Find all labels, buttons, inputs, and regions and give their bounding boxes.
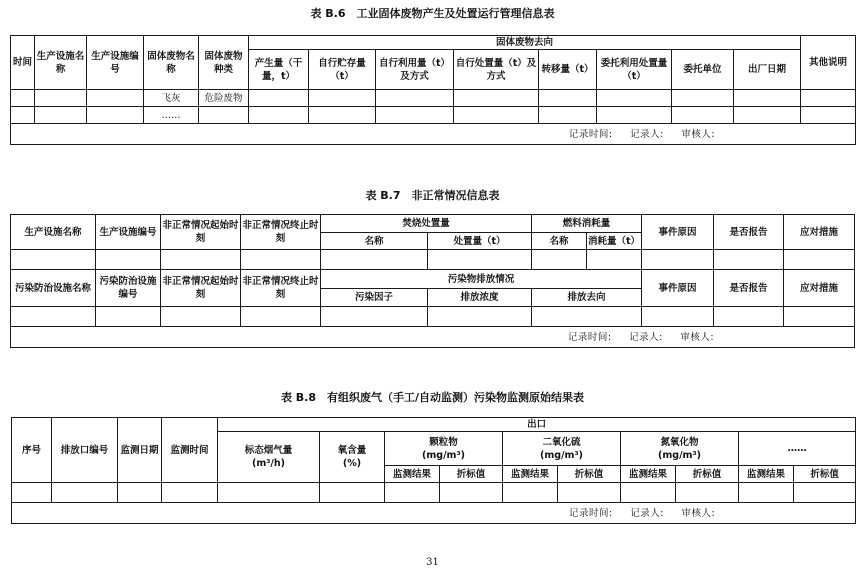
b7-header-start: 非正常情况起始时刻	[161, 215, 241, 250]
b6-header-waste-name: 固体废物名称	[144, 36, 199, 90]
b8-header-more-converted: 折标值	[794, 466, 856, 483]
b7-header-concentration: 排放浓度	[428, 289, 532, 307]
b7-header-factor: 污染因子	[321, 289, 428, 307]
b6-header-transfer: 转移量（t）	[539, 50, 597, 90]
b7-header-facility-code: 生产设施编号	[96, 215, 161, 250]
b8-header-nox-result: 监测结果	[621, 466, 676, 483]
b7-footer-recorder: 记录人:	[629, 331, 663, 343]
b8-header-pm	[385, 432, 503, 466]
b8-header-nox-label: 氮氧化物	[660, 436, 699, 448]
b6-header-time: 时间	[11, 36, 35, 90]
b7-header-end: 非正常情况终止时刻	[241, 215, 321, 250]
b8-header-date: 监测日期	[118, 418, 162, 483]
b7-header-incineration: 焚烧处置量	[321, 215, 532, 233]
b8-header-flow	[218, 432, 320, 483]
b6-footer-recorder: 记录人:	[630, 128, 664, 140]
b7-header-pc-end: 非正常情况终止时刻	[241, 270, 321, 307]
b7-header-facility-name: 生产设施名称	[11, 215, 96, 250]
b8-header-outlet: 出口	[218, 418, 856, 432]
table-b6-caption: 表 B.6 工业固体废物产生及处置运行管理信息表	[310, 7, 555, 20]
b7-footer-reviewer: 审核人:	[680, 331, 715, 343]
b7-header-pc-start: 非正常情况起始时刻	[161, 270, 241, 307]
b6-header-generated: 产生量（干量，t）	[249, 50, 309, 90]
b8-header-no: 序号	[12, 418, 52, 483]
table-b8	[11, 417, 856, 524]
b8-header-so2-result: 监测结果	[503, 466, 558, 483]
page-number: 31	[426, 557, 439, 568]
b6-header-out-date: 出厂日期	[734, 50, 801, 90]
b7-header-pc-code: 污染防治设施编号	[96, 270, 161, 307]
b8-header-pm-unit: (mg/m³)	[422, 449, 465, 461]
b6-cell-waste-name-more: ……	[144, 107, 199, 124]
b7-header-name: 名称	[321, 233, 428, 250]
b7-footer	[11, 327, 855, 348]
b8-header-pm-result: 监测结果	[385, 466, 440, 483]
b6-header-waste-type: 固体废物种类	[199, 36, 249, 90]
table-row	[11, 250, 855, 270]
b8-header-nox-unit: (mg/m³)	[658, 449, 701, 461]
b8-footer-time: 记录时间:	[568, 507, 613, 519]
b6-header-entrusted-unit: 委托单位	[672, 50, 734, 90]
b7-header-pc-name: 污染防治设施名称	[11, 270, 96, 307]
b8-header-pm-converted: 折标值	[440, 466, 503, 483]
b8-header-oxygen	[320, 432, 385, 483]
b7-header-disposal-amount: 处置量（t）	[428, 233, 532, 250]
b8-footer-recorder: 记录人:	[630, 507, 664, 519]
b8-header-so2-converted: 折标值	[558, 466, 621, 483]
b7-header-reported: 是否报告	[714, 215, 784, 250]
table-row	[11, 107, 856, 124]
b7-header-measures: 应对措施	[784, 215, 855, 250]
b8-header-more-result: 监测结果	[739, 466, 794, 483]
b8-header-flow-label: 标态烟气量	[244, 445, 293, 456]
table-row	[11, 90, 856, 107]
b8-header-pm-label: 颗粒物	[429, 436, 458, 448]
b8-header-so2-unit: (mg/m³)	[540, 449, 583, 461]
b8-header-so2	[503, 432, 621, 466]
b6-footer	[11, 124, 856, 145]
table-row	[11, 307, 855, 327]
b8-header-nox	[621, 432, 739, 466]
b6-header-facility-code: 生产设施编号	[87, 36, 144, 90]
b7-header-fuel: 燃料消耗量	[532, 215, 642, 233]
b8-header-nox-converted: 折标值	[676, 466, 739, 483]
b6-footer-time: 记录时间:	[568, 128, 613, 140]
b6-cell-waste-name: 飞灰	[144, 90, 199, 107]
b8-footer	[12, 503, 856, 524]
b7-footer-time: 记录时间:	[567, 331, 612, 343]
b7-header-measures-2: 应对措施	[784, 270, 855, 307]
b7-header-reported-2: 是否报告	[714, 270, 784, 307]
table-b6	[10, 35, 856, 145]
b7-header-fuel-name: 名称	[532, 233, 587, 250]
b8-header-oxygen-label: 氧含量	[337, 445, 367, 456]
b6-footer-reviewer: 审核人:	[681, 128, 716, 140]
b8-footer-reviewer: 审核人:	[681, 507, 716, 519]
table-b7	[10, 214, 855, 348]
b7-header-cause-2: 事件原因	[642, 270, 714, 307]
b8-header-more: ……	[739, 432, 856, 466]
b8-header-time: 监测时间	[162, 418, 218, 483]
b6-header-facility-name: 生产设施名称	[35, 36, 87, 90]
b7-header-emission: 污染物排放情况	[321, 270, 642, 289]
b6-header-self-disposal: 自行处置量（t）及方式	[454, 50, 539, 90]
table-row	[12, 483, 856, 503]
b7-header-direction: 排放去向	[532, 289, 642, 307]
b6-header-self-use: 自行利用量（t）及方式	[376, 50, 454, 90]
b8-header-oxygen-unit: (%)	[342, 458, 362, 469]
b8-header-outlet-code: 排放口编号	[52, 418, 118, 483]
b8-header-so2-label: 二氧化硫	[542, 436, 581, 448]
b6-header-destination: 固体废物去向	[249, 36, 801, 50]
b6-header-other: 其他说明	[801, 36, 856, 90]
table-b7-caption: 表 B.7 非正常情况信息表	[365, 189, 500, 202]
b6-header-entrusted: 委托利用处置量（t）	[597, 50, 672, 90]
b6-header-self-storage: 自行贮存量（t）	[309, 50, 376, 90]
b7-header-fuel-amount: 消耗量（t）	[587, 233, 642, 250]
b8-header-flow-unit: (m³/h)	[252, 458, 285, 469]
table-b8-caption: 表 B.8 有组织废气（手工/自动监测）污染物监测原始结果表	[280, 391, 585, 404]
b6-cell-waste-type: 危险废物	[199, 90, 249, 107]
b7-header-cause: 事件原因	[642, 215, 714, 250]
